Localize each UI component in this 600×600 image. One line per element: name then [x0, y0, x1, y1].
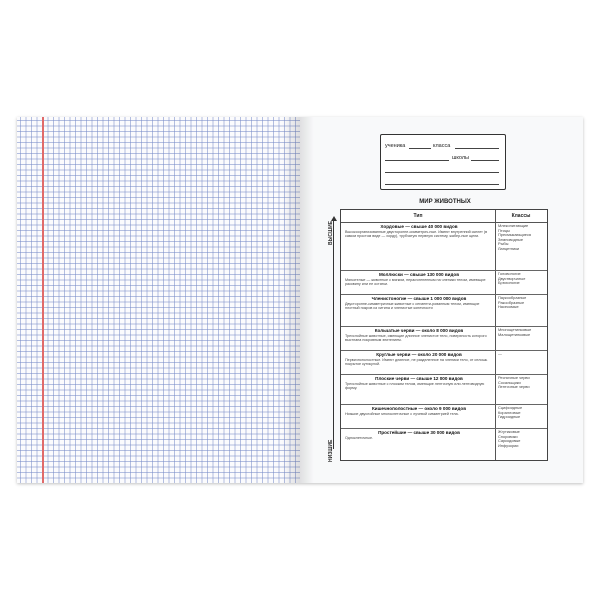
table-row — [341, 270, 547, 295]
class-item: Паукообразные — [498, 295, 527, 300]
phylum-description: Одноклеточные. — [345, 436, 374, 440]
plate-row-blank-1 — [385, 164, 501, 174]
phylum-title: Плоские черви — свыше 12 000 видов — [375, 376, 463, 381]
class-item: Жгутиковые — [498, 429, 520, 434]
school-label: школы — [452, 154, 469, 161]
phylum-description: Первичнополостные. Имеют длинное, не разделенное на членики тело, от сплошь покрытое кутикулой. — [345, 358, 488, 367]
student-label: ученика — [385, 142, 406, 149]
class-item: Ланцетники — [498, 245, 520, 251]
phylum-description: Высокоорганизованные двусторонне-симметрич-ные. Имеют внутренний скелет (в самом простом виде — хорду), трубчатую нервную систему, жабер-ные щели. — [345, 230, 488, 239]
phylum-description: Двусторонне-симметричные животные с сегменти-рованным телом, имеющие плотный покров из хитина и членистые конечности — [345, 302, 480, 311]
class-item: Саркодовые — [498, 438, 521, 444]
phylum-title: Моллюски — свыше 130 000 видов — [378, 272, 460, 277]
table-row — [341, 350, 547, 375]
class-item: Рыбы — [498, 241, 509, 247]
class-item: — — [498, 351, 502, 356]
table-row — [341, 374, 547, 405]
phylum-title: Кишечнополостные — около 9 000 видов — [371, 406, 467, 411]
cover-page — [300, 117, 583, 483]
phylum-description: Мягкотелые — животные с мягким, нерасчлененным на членики телом, имеющие раковину или ее остатки. — [345, 278, 486, 287]
class-label: класса — [433, 142, 451, 149]
animal-kingdom-table — [340, 209, 548, 461]
notebook-spread — [17, 117, 583, 483]
phylum-description: Трехслойные животные с плоским телом, имеющие ленточную или лентовидную форму. — [345, 382, 485, 391]
phylum-classes — [498, 272, 546, 286]
class-item: Ленточные черви — [498, 384, 530, 390]
grid-page — [17, 117, 300, 483]
student-line — [409, 148, 431, 149]
phylum-title: Кольчатые черви — около 8 000 видов — [374, 328, 464, 333]
class-item: Сцифоидные — [498, 405, 523, 410]
class-item: Пресмыкающиеся — [498, 232, 532, 238]
phylum-classes — [498, 406, 546, 420]
plate-row-student — [385, 140, 501, 150]
class-item: Земноводные — [498, 236, 523, 242]
plate-row-school — [385, 152, 501, 162]
phylum-title: Простейшие — свыше 30 000 видов — [378, 430, 460, 435]
phylum-title: Хордовые — свыше 40 000 видов — [380, 224, 458, 229]
class-item: Птицы — [498, 227, 510, 233]
class-item: Многощетинковые — [498, 327, 532, 332]
class-item: Инфузории — [498, 442, 519, 448]
class-item: Малощетинковые — [498, 331, 531, 337]
column-header-type: Тип — [413, 213, 423, 219]
class-item: Млекопитающие — [498, 223, 529, 228]
table-title: МИР ЖИВОТНЫХ — [419, 199, 471, 205]
phylum-classes — [498, 296, 546, 310]
phylum-classes — [498, 376, 546, 390]
class-line — [455, 148, 499, 149]
page-fold-shadow — [282, 117, 300, 483]
phylum-title: Членистоногие — свыше 1 000 000 видов — [371, 296, 467, 301]
phylum-classes — [498, 328, 546, 337]
plate-row-blank-2 — [385, 176, 501, 186]
axis-label-low: НИЗШИЕ — [328, 439, 334, 462]
class-item: Головоногие — [498, 271, 521, 276]
phylum-classes — [498, 430, 546, 448]
class-item: Коралловые — [498, 409, 521, 415]
table-row — [341, 326, 547, 351]
table-row — [341, 294, 547, 327]
blank-line — [385, 172, 499, 173]
school-line-left — [385, 160, 449, 161]
margin-line — [42, 117, 44, 483]
axis-label-high: ВЫСШИЕ — [328, 220, 334, 245]
school-line-right — [471, 160, 499, 161]
class-item: Сосальщики — [498, 379, 521, 385]
class-item: Двустворчатые — [498, 275, 526, 281]
phylum-classes — [498, 224, 546, 252]
phylum-classes — [498, 352, 546, 357]
class-item: Ресничные черви — [498, 375, 530, 380]
evolution-axis — [333, 219, 334, 449]
class-item: Ракообразные — [498, 299, 525, 305]
column-header-classes: Классы — [511, 213, 531, 219]
class-item: Насекомые — [498, 304, 519, 310]
class-item: Гидроидные — [498, 414, 521, 420]
class-item: Споровики — [498, 433, 518, 439]
name-plate — [380, 134, 506, 190]
phylum-title: Круглые черви — около 20 000 видов — [376, 352, 462, 357]
blank-line — [385, 184, 499, 185]
class-item: Брюхоногие — [498, 280, 520, 286]
phylum-description: Низшие двуслойные многоклеточные с лучевой симметрией тела. — [345, 412, 459, 416]
table-row — [341, 428, 547, 458]
table-row — [341, 222, 547, 271]
page-fold-shadow — [300, 117, 314, 483]
phylum-description: Трехслойные животные, имеющие длинное членистое тело, поверхность которого выстлана покровным эпителием. — [345, 334, 487, 343]
table-row — [341, 404, 547, 429]
